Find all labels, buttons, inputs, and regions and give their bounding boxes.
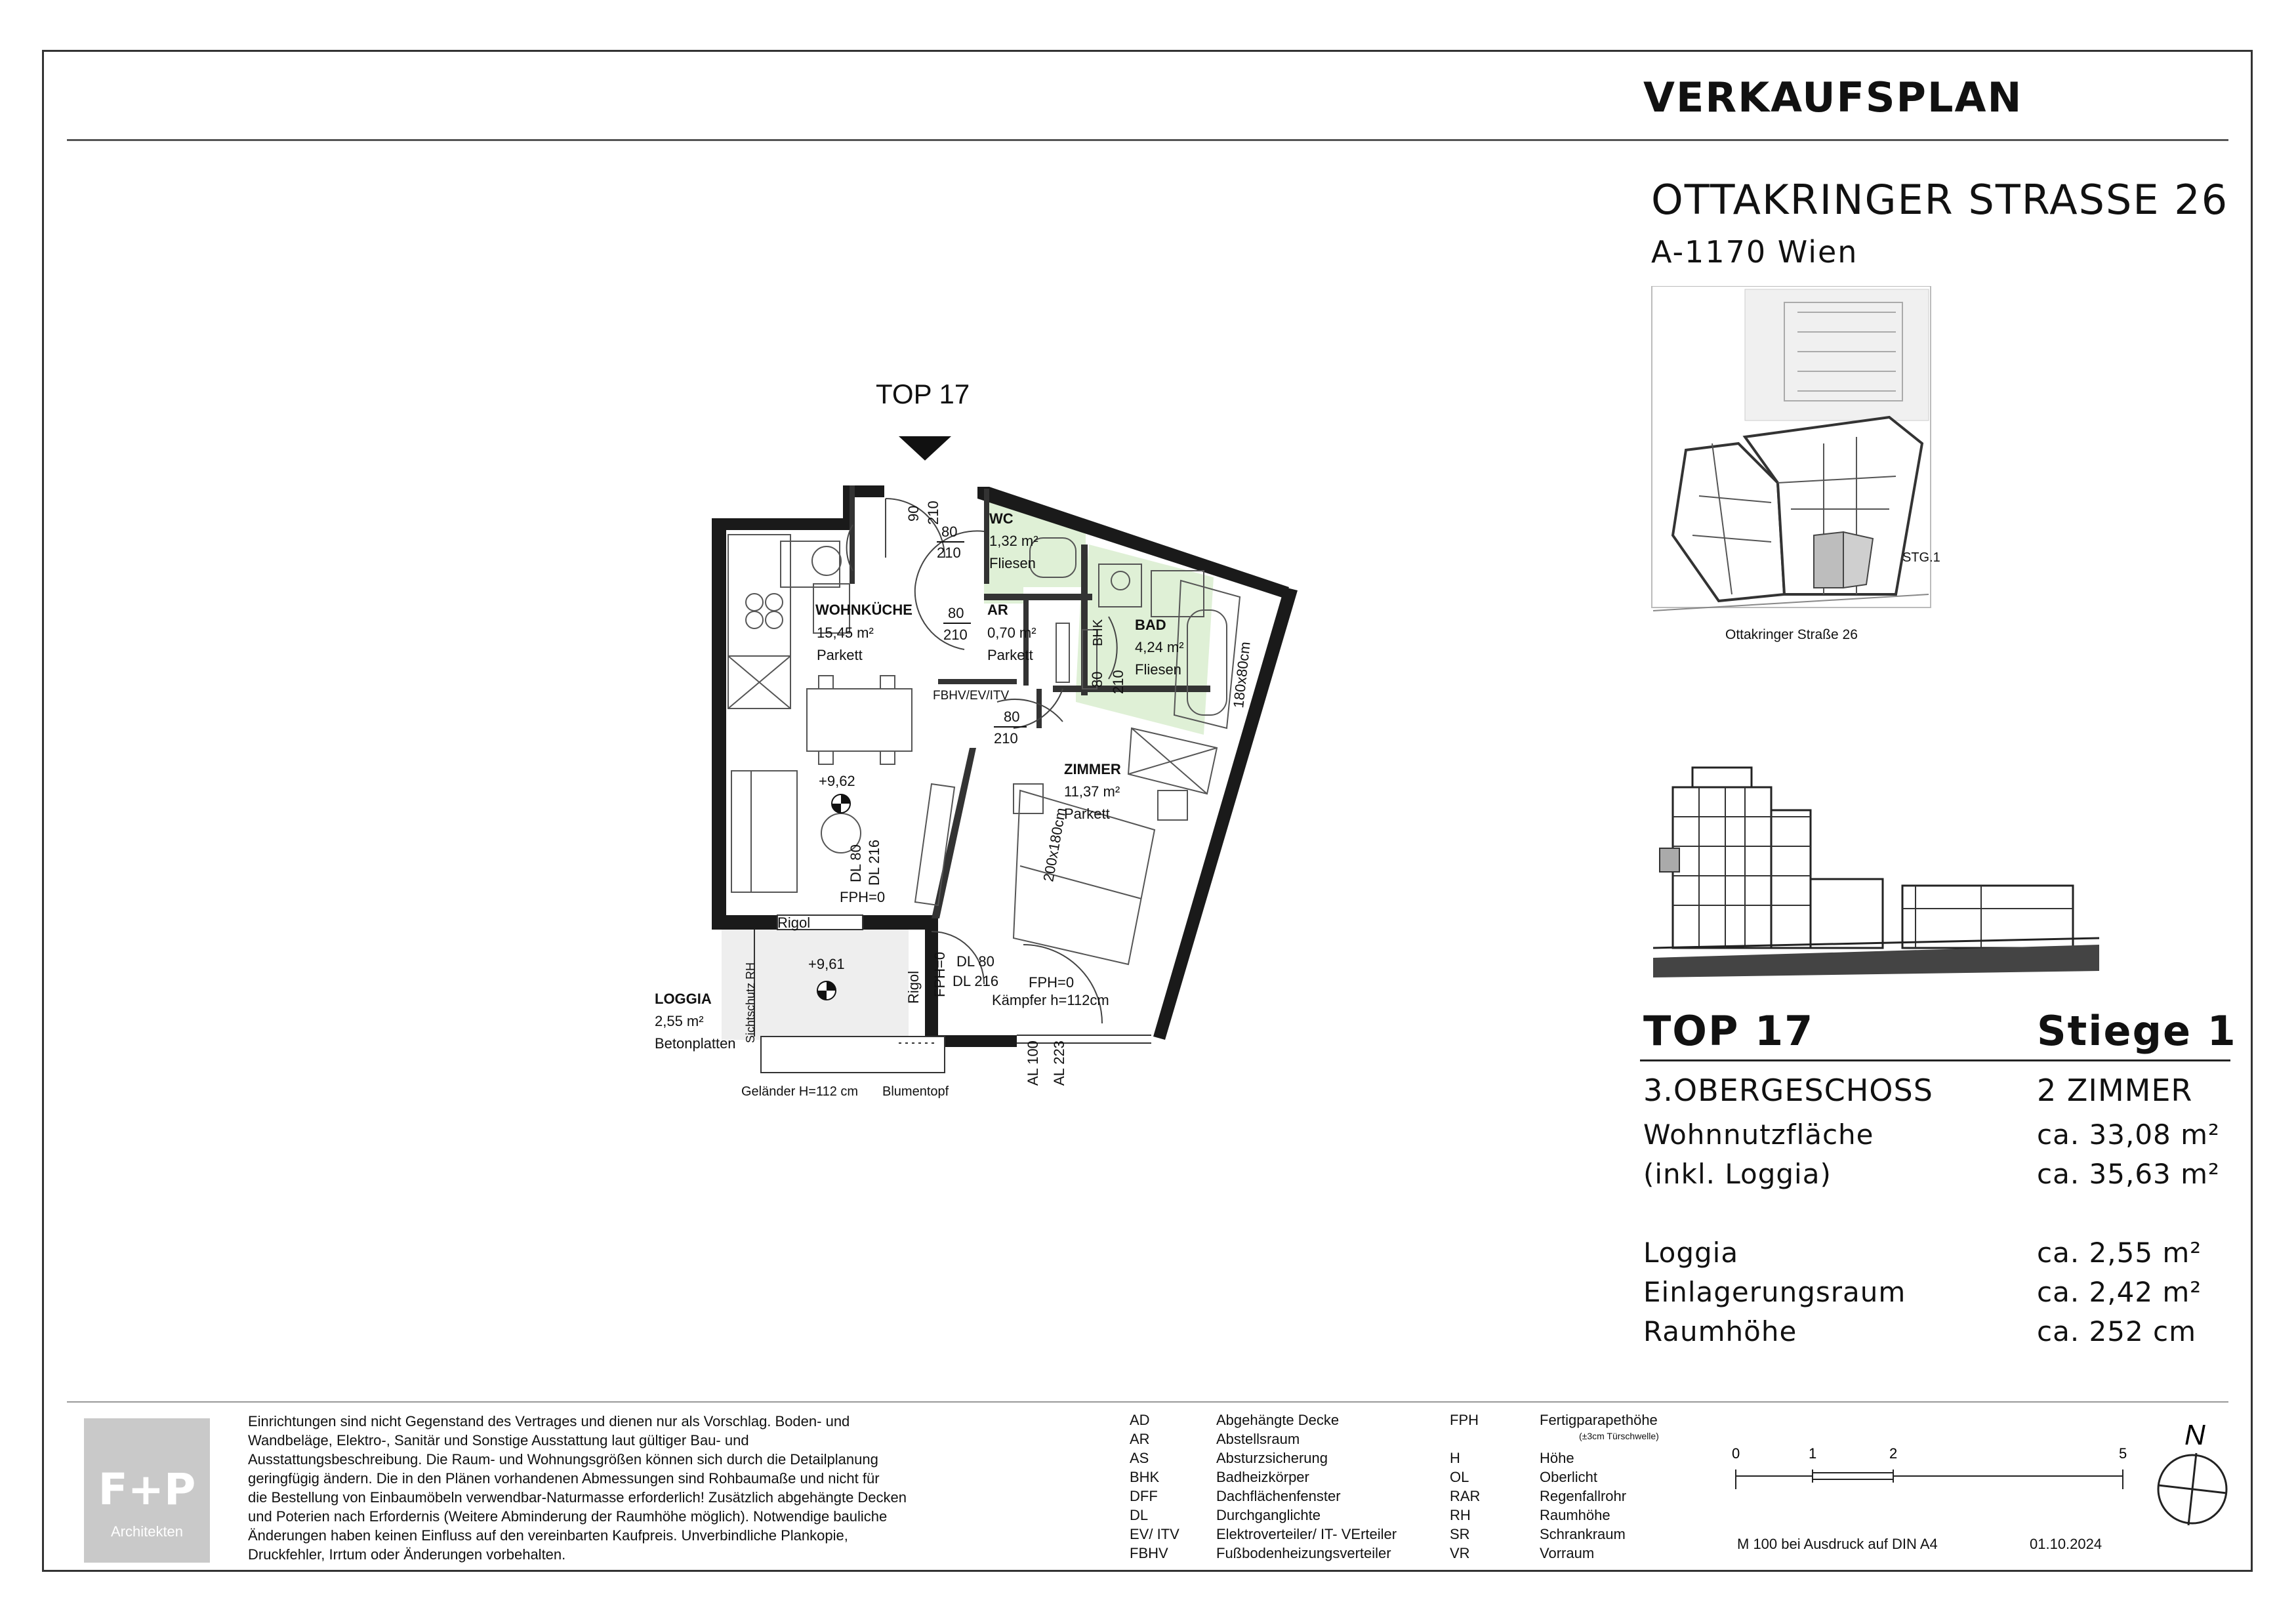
scale-tick-0: 0 xyxy=(1732,1445,1740,1462)
dl80-a: DL 80 xyxy=(848,844,864,882)
height-label: Raumhöhe xyxy=(1643,1315,1797,1347)
disclaimer-line: Einrichtungen sind nicht Gegenstand des Vertrages und dienen nur als Vorschlag. Boden- und xyxy=(248,1413,850,1429)
disclaimer-line: Wandbeläge, Elektro-, Sanitär und Sonstige Ausstattung laut gültiger Bau- und xyxy=(248,1432,749,1448)
scale-bar xyxy=(1725,1440,2132,1499)
zimmer-name: ZIMMER xyxy=(1064,761,1121,777)
kaempfer-label: Kämpfer h=112cm xyxy=(992,992,1109,1008)
page-title: VERKAUFSPLAN xyxy=(1643,73,2023,121)
disclaimer-line: Ausstattungsbeschreibung. Die Raum- und Wohnungsgrößen können sich durch die Detailplanung xyxy=(248,1451,878,1468)
disclaimer-line: und Poterien nach Erfordernis (Weitere Abminderung der Raumhöhe möglich). Notwendige bauliche xyxy=(248,1508,888,1525)
dim-210-a: 210 xyxy=(925,501,941,525)
legend-row xyxy=(1450,1431,1659,1450)
zimmer-area: 11,37 m² xyxy=(1064,783,1120,800)
zimmer-floor: Parkett xyxy=(1064,806,1110,822)
loggia-value: ca. 2,55 m² xyxy=(2037,1237,2202,1269)
legend-row: AS Absturzsicherung xyxy=(1130,1450,1328,1466)
disclaimer-line: die Bestellung von Einbaumöbeln verwendbar-Naturmasse erforderlich! Zusätzlich abgehängte Decken xyxy=(248,1489,907,1506)
legend-left xyxy=(1130,1412,1397,1564)
legend-row: VR Vorraum xyxy=(1450,1545,1595,1561)
scale-tick-5: 5 xyxy=(2119,1445,2127,1462)
dim-90: 90 xyxy=(905,505,922,522)
bed-dim: 200x180cm xyxy=(1040,806,1069,883)
rigol-1: Rigol xyxy=(777,914,811,931)
tub-dim: 180x80cm xyxy=(1230,640,1254,709)
sichtschutz-label: Sichtschutz RH xyxy=(744,962,757,1043)
bhk-label: BHK xyxy=(1091,619,1105,646)
disclaimer xyxy=(248,1412,1101,1564)
legend-row: EV/ ITV Elektroverteiler/ IT- VErteiler xyxy=(1130,1526,1397,1542)
floor-plan xyxy=(0,0,1378,1115)
bad-area: 4,24 m² xyxy=(1135,639,1184,655)
level-1: +9,62 xyxy=(819,773,855,789)
summary-floor: 3.OBERGESCHOSS xyxy=(1643,1073,1933,1108)
legend-row: RH Raumhöhe xyxy=(1450,1507,1610,1523)
legend-row: H Höhe xyxy=(1450,1450,1574,1466)
legend-row: FBHV Fußbodenheizungsverteiler xyxy=(1130,1545,1391,1561)
rigol-2: Rigol xyxy=(905,970,922,1004)
dim-80-d: 80 xyxy=(1004,709,1020,725)
address-line-1: OTTAKRINGER STRASSE 26 xyxy=(1651,176,2229,224)
area-label: Wohnnutzfläche xyxy=(1643,1119,1874,1151)
site-plan xyxy=(1647,286,1942,653)
loggia-floor: Betonplatten xyxy=(655,1035,736,1052)
bad-name: BAD xyxy=(1135,617,1166,633)
dim-210-e: 210 xyxy=(994,730,1018,747)
blumentopf-label: Blumentopf xyxy=(882,1084,949,1099)
al223-label: AL 223 xyxy=(1051,1040,1067,1086)
storage-label: Einlagerungsraum xyxy=(1643,1276,1906,1308)
wohnkueche-name: WOHNKÜCHE xyxy=(815,602,912,618)
fph0-b: FPH=0 xyxy=(932,951,948,997)
scale-tick-2: 2 xyxy=(1889,1445,1898,1462)
footer-divider xyxy=(67,1401,2228,1403)
logo-main-text: F+P xyxy=(98,1464,196,1515)
level-2: +9,61 xyxy=(808,956,845,972)
legend-row: OL Oberlicht xyxy=(1450,1469,1598,1485)
wohnkueche-floor: Parkett xyxy=(817,647,863,663)
top-marker-arrow xyxy=(899,436,951,461)
dim-210-d: 210 xyxy=(1110,670,1126,694)
legend-row: AR Abstellsraum xyxy=(1130,1431,1300,1447)
gelaender-label: Geländer H=112 cm xyxy=(741,1084,859,1099)
address-line-2: A-1170 Wien xyxy=(1651,234,1858,270)
height-value: ca. 252 cm xyxy=(2037,1315,2197,1347)
north-arrow xyxy=(2152,1417,2237,1529)
wc-area: 1,32 m² xyxy=(989,533,1038,549)
ar-name: AR xyxy=(987,602,1008,618)
dim-210-b: 210 xyxy=(937,544,961,561)
summary-top: TOP 17 xyxy=(1643,1007,1814,1055)
summary-divider xyxy=(1640,1059,2230,1061)
fph0-c: FPH=0 xyxy=(1029,974,1075,991)
disclaimer-line: geringfügig ändern. Die in den Plänen vorhandenen Abmessungen sind Rohbaumaße und nicht für xyxy=(248,1470,880,1487)
stair-label: STG.1 xyxy=(1902,550,1940,565)
area-value: ca. 33,08 m² xyxy=(2037,1119,2220,1151)
dim-80-b: 80 xyxy=(948,605,964,621)
summary-rooms: 2 ZIMMER xyxy=(2037,1073,2193,1108)
legend-right xyxy=(1450,1412,1659,1564)
dl216-b: DL 216 xyxy=(953,973,999,989)
plan-date: 01.10.2024 xyxy=(2030,1536,2102,1552)
al100-label: AL 100 xyxy=(1025,1040,1041,1086)
fph0-a: FPH=0 xyxy=(840,889,886,905)
logo-sub-text: Architekten xyxy=(110,1523,184,1540)
legend-row: DFF Dachflächenfenster xyxy=(1130,1488,1341,1504)
company-logo xyxy=(84,1418,210,1563)
top-marker-label: TOP 17 xyxy=(876,379,970,409)
legend-row: SR Schrankraum xyxy=(1450,1526,1626,1542)
street-label: Ottakringer Straße 26 xyxy=(1725,627,1858,642)
dim-210-c: 210 xyxy=(943,627,968,643)
disclaimer-line: Änderungen haben keinen Einfluss auf den vereinbarten Kaufpreis. Unverbindliche Plankopie, xyxy=(248,1527,848,1544)
scale-note: M 100 bei Ausdruck auf DIN A4 xyxy=(1737,1536,1938,1552)
wc-name: WC xyxy=(989,510,1014,527)
ar-floor: Parkett xyxy=(987,647,1033,663)
fph-note: (±3cm Türschwelle) xyxy=(1579,1431,1659,1441)
legend-row: RAR Regenfallrohr xyxy=(1450,1488,1627,1504)
loggia-area: 2,55 m² xyxy=(655,1013,704,1029)
incl-value: ca. 35,63 m² xyxy=(2037,1158,2220,1190)
dim-80-a: 80 xyxy=(941,524,958,540)
loggia-label: Loggia xyxy=(1643,1237,1739,1269)
loggia-name: LOGGIA xyxy=(655,991,712,1007)
ar-area: 0,70 m² xyxy=(987,625,1036,641)
section-drawing xyxy=(1640,754,2119,991)
dl216-a: DL 216 xyxy=(866,839,882,886)
wc-floor: Fliesen xyxy=(989,555,1036,571)
disclaimer-line: Druckfehler, Irrtum oder Änderungen vorbehalten. xyxy=(248,1546,566,1563)
legend-row: BHK Badheizkörper xyxy=(1130,1469,1309,1485)
storage-value: ca. 2,42 m² xyxy=(2037,1276,2202,1308)
summary-stiege: Stiege 1 xyxy=(2037,1007,2237,1055)
dim-80-c: 80 xyxy=(1089,671,1105,688)
legend-row: FPH Fertigparapethöhe xyxy=(1450,1412,1658,1428)
incl-label: (inkl. Loggia) xyxy=(1643,1158,1832,1190)
fbhv-label: FBHV/EV/ITV xyxy=(933,689,1010,703)
north-label: N xyxy=(2184,1419,2205,1451)
legend-row: AD Abgehängte Decke xyxy=(1130,1412,1340,1428)
wohnkueche-area: 15,45 m² xyxy=(817,625,874,641)
bad-floor: Fliesen xyxy=(1135,661,1181,678)
dl80-b: DL 80 xyxy=(956,953,994,970)
scale-tick-1: 1 xyxy=(1809,1445,1817,1462)
legend-row: DL Durchganglichte xyxy=(1130,1507,1321,1523)
